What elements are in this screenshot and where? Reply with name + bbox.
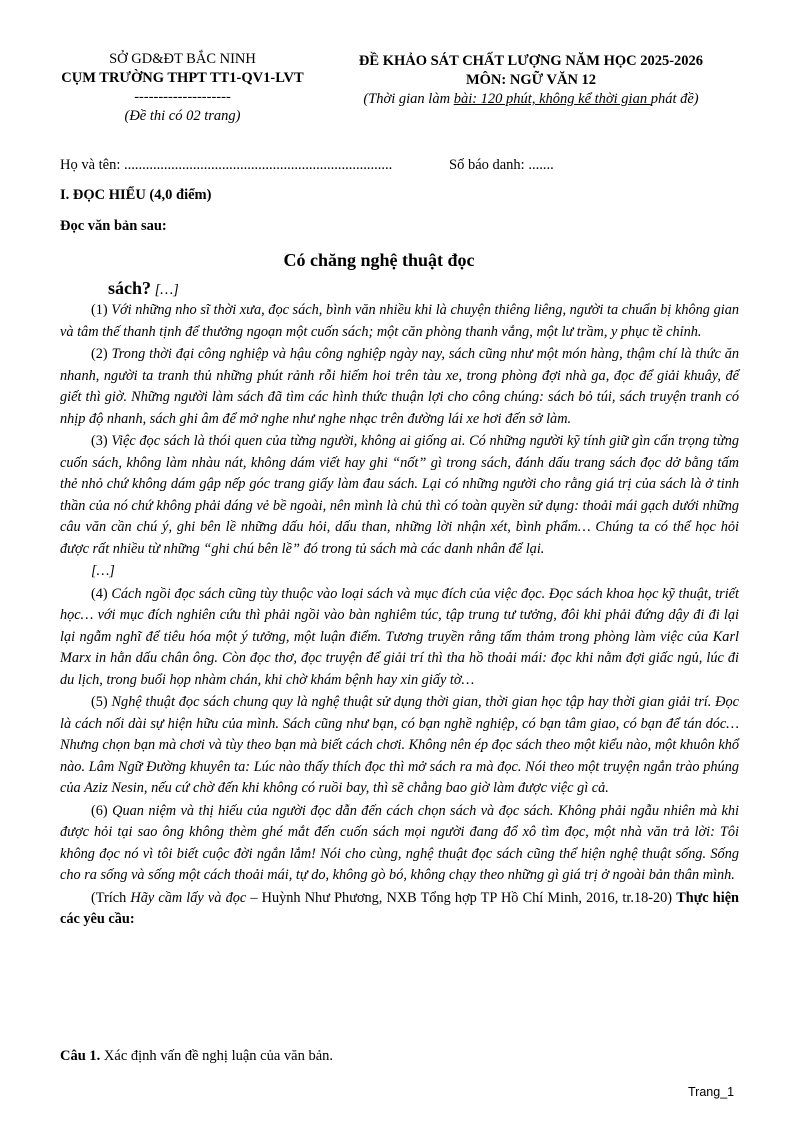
passage-title-ellipsis: […] [151, 282, 179, 298]
student-info-line [60, 157, 554, 174]
time-note-underlined: bài: 120 phút, không kể thời gian [453, 91, 651, 107]
passage-source-citation [60, 888, 739, 931]
school-header [40, 50, 325, 126]
reading-instruction: Đọc văn bản sau: [60, 218, 167, 234]
paragraph-number: (2) [91, 346, 112, 362]
student-id-field: Số báo danh: ....... [449, 157, 554, 173]
student-name-field: Họ và tên: .......................................................................... [60, 157, 393, 173]
paragraph-text: Cách ngồi đọc sách cũng tùy thuộc vào loại sách và mục đích của việc đọc. Đọc sách khoa học kỹ thuật, triết học… với mục đích nghiên cứu thì phải ngồi vào bàn nghiêm túc, tập trung tư tưởng, đôi khi phải đứng dậy đi đi lại lại ngẫm nghĩ để tiêu hóa một ý tưởng, một luận điểm. Tương truyền rằng tấm thảm trong phòng làm việc của Karl Marx in hằn dấu chân ông. Còn đọc thơ, đọc truyện để giải trí thì tha hồ thoải mái: đọc khi nằm đợi giấc ngủ, lúc đi du lịch, trong buổi họp nhàm chán, khi chờ khám bệnh hay xin giấy tờ… [60, 585, 739, 688]
time-note-suffix: phát đề) [650, 91, 699, 107]
paragraph-number: (1) [91, 302, 112, 318]
question-1 [60, 1048, 333, 1065]
paragraph-number: (3) [91, 433, 112, 449]
passage-title-line2 [108, 278, 179, 299]
passage-body [60, 300, 739, 932]
exam-header [322, 52, 740, 109]
exam-title: ĐỀ KHẢO SÁT CHẤT LƯỢNG NĂM HỌC 2025-2026 [358, 53, 704, 69]
paragraph-text: Quan niệm và thị hiếu của người đọc dẫn đến cách chọn sách và đọc sách. Không phải ngẫu nhiên mà khi được hỏi tại sao ông không thèm ghé mắt đến cuốn sách mọi người đang đổ xô tìm đọc, một nhà văn trả lời: Tôi không đọc nó vì tôi biết cuộc đời ngắn lắm! Nói cho cùng, nghệ thuật đọc sách cũng thể hiện nghệ thuật sống. Sống cho ra sống và sống một cách thoải mái, tự do, không gò bó, không chạy theo những gì giá trị ở ngoài bản thân mình. [60, 802, 740, 883]
exam-subject: MÔN: NGỮ VĂN 12 [465, 72, 597, 88]
paragraph-number: (6) [91, 802, 113, 819]
source-details: – Huỳnh Như Phương, NXB Tổng hợp TP Hồ Chí Minh, 2016, tr.18-20) [246, 889, 677, 906]
paragraph-text: Nghệ thuật đọc sách chung quy là nghệ thuật sử dụng thời gian, thời gian học tập hay thời gian giải trí. Đọc là cách nối dài sự hiện hữu của mình. Sách cũng như bạn, có bạn nghề nghiệp, có bạn tâm giao, có bạn để tán dóc… Nhưng chọn bạn mà chơi và tùy theo bạn mà biết cách chơi. Không nên ép đọc sách theo một kiểu nào, một khuôn khổ nào. Lâm Ngữ Đường khuyên ta: Lúc nào thấy thích đọc thì mở sách ra mà đọc. Nói theo một truyện ngắn trào phúng của Aziz Nesin, nếu cứ chờ đến khi không có ruồi bay, thì sẽ chẳng bao giờ làm được việc gì cả. [60, 694, 739, 796]
source-prefix: (Trích [91, 889, 131, 906]
passage-paragraph-2 [60, 344, 739, 430]
exam-time-note [322, 90, 740, 109]
header-divider: -------------------- [134, 89, 231, 105]
paragraph-text: Với những nho sĩ thời xưa, đọc sách, bình văn nhiều khi là chuyện thiêng liêng, người ta chuẩn bị không gian và tâm thế thanh tịnh để thưởng ngoạn một cuốn sách; một căn phòng thanh vắng, một lư trầm, y phục tề chỉnh. [60, 302, 739, 340]
question-1-label: Câu 1. [60, 1048, 101, 1064]
school-cluster-name: CỤM TRƯỜNG THPT TT1-QV1-LVT [61, 70, 304, 86]
passage-paragraph-1 [60, 300, 739, 343]
page-count-note: (Đề thi có 02 trang) [124, 108, 241, 124]
time-note-prefix: (Thời gian làm [363, 91, 454, 107]
paragraph-number: (5) [91, 694, 112, 710]
source-book-title: Hãy cầm lấy và đọc [130, 889, 247, 906]
paragraph-number: (4) [91, 585, 112, 602]
passage-paragraph-3 [60, 431, 739, 560]
task-label: Thực hiện các yêu cầu: [60, 889, 739, 927]
paragraph-text: Trong thời đại công nghiệp và hậu công nghiệp ngày nay, sách cũng như một món hàng, thậm chí là thức ăn nhanh, người ta tranh thủ những phút rảnh rỗi hiếm hoi trên tàu xe, trong phòng đợi nhà ga, đọc để giải khuây, để giết thì giờ. Những người làm sách đã tìm các hình thức thuận lợi cho công chúng: sách bỏ túi, sách truyện tranh có nhịp độ nhanh, sách ghi âm để mở nghe như nghe nhạc trên đường lái xe hơi đến sở làm. [60, 346, 740, 427]
question-1-text: Xác định vấn đề nghị luận của văn bản. [100, 1048, 334, 1064]
paragraph-text: […] [91, 563, 115, 579]
department-name: SỞ GD&ĐT BẮC NINH [109, 51, 256, 67]
passage-title-word: sách? [108, 278, 152, 298]
page-footer: Trang_1 [688, 1085, 735, 1099]
passage-omission-mark [60, 561, 739, 583]
paragraph-text: Việc đọc sách là thói quen của từng người, không ai giống ai. Có những người kỹ tính giữ gìn cẩn trọng từng cuốn sách, không làm nhàu nát, không dám viết hay ghi “nốt” gì trong sách, đánh dấu trang sách đọc dở bằng tấm thẻ nhỏ chứ không dám gập nếp góc trang giấy làm đau sách. Lại có những người cho rằng giá trị của sách là ở tinh thần của nó chứ không phải dáng vẻ bề ngoài, nên mình là chủ thì có toàn quyền sử dụng: thoải mái gạch dưới những câu văn cần chú ý, ghi bên lề những dấu hỏi, dấu than, những lời nhận xét, bình phẩm… Chúng ta có thể học hỏi được rất nhiều từ những “ghi chú bên lề” đó trong tủ sách mà các danh nhân để lại. [60, 433, 739, 557]
section-heading: I. ĐỌC HIỂU (4,0 điểm) [60, 187, 212, 203]
passage-paragraph-4 [60, 584, 739, 692]
passage-title-line1: Có chăng nghệ thuật đọc [283, 250, 475, 270]
passage-paragraph-5 [60, 692, 739, 800]
passage-paragraph-6 [60, 801, 739, 887]
